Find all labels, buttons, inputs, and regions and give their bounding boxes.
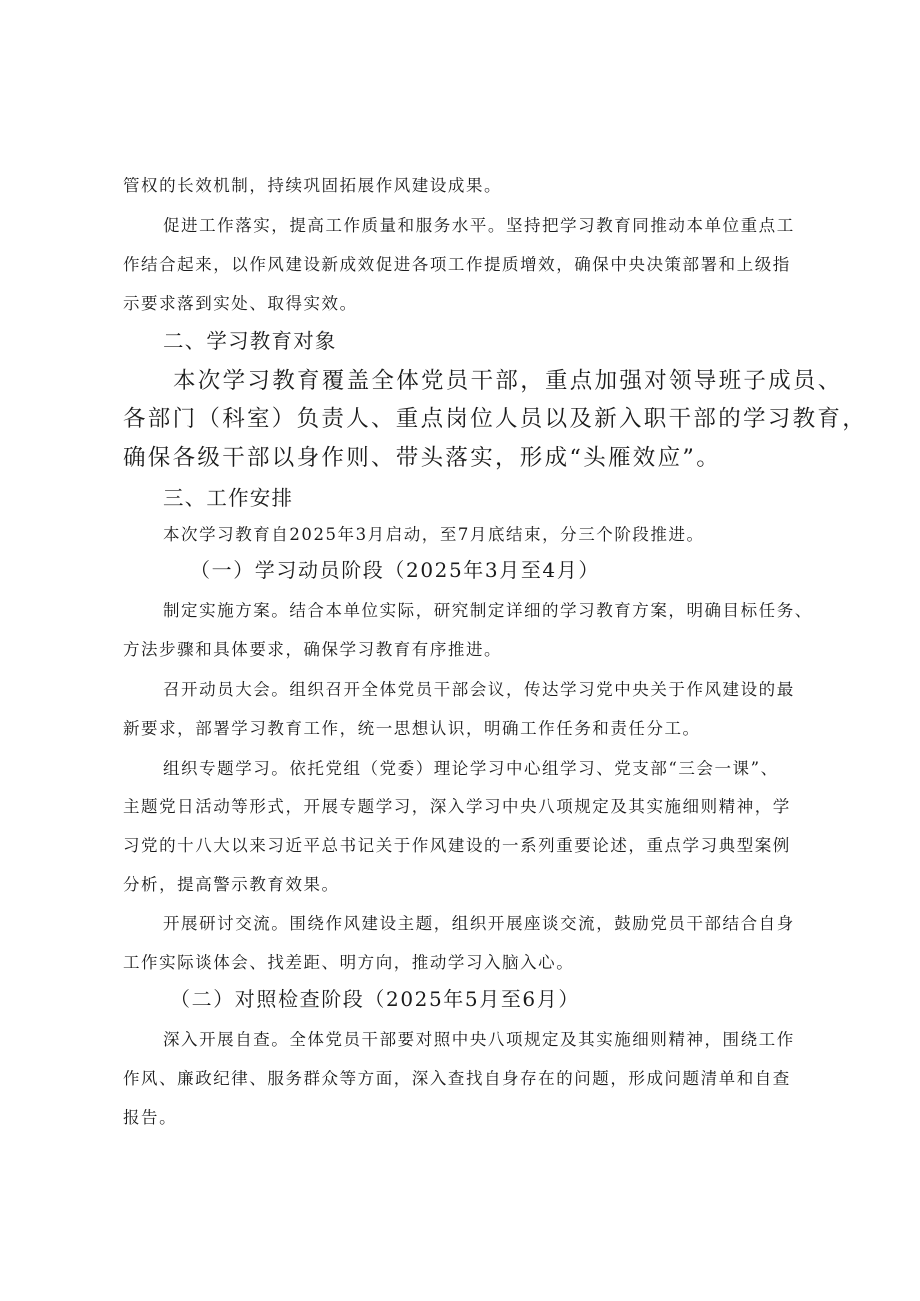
paragraph-line: 分析，提高警示教育效果。	[123, 875, 340, 894]
paragraph-line: 本次学习教育自2025年3月启动，至7月底结束，分三个阶段推进。	[163, 525, 705, 544]
paragraph-line: 各部门（科室）负责人、重点岗位人员以及新入职干部的学习教育，	[123, 406, 868, 432]
paragraph-line: 召开动员大会。组织召开全体党员干部会议，传达学习党中央关于作风建设的最	[163, 680, 795, 699]
paragraph-line: 主题党日活动等形式，开展专题学习，深入学习中央八项规定及其实施细则精神，学	[123, 797, 791, 816]
paragraph-line: 工作实际谈体会、找差距、明方向，推动学习入脑入心。	[123, 953, 575, 972]
paragraph-line: 新要求，部署学习教育工作，统一思想认识，明确工作任务和责任分工。	[123, 719, 701, 738]
paragraph-line: 作风、廉政纪律、服务群众等方面，深入查找自身存在的问题，形成问题清单和自查	[123, 1069, 791, 1088]
subsection-heading: （二）对照检查阶段（2025年5月至6月）	[170, 987, 580, 1011]
paragraph-line: 开展研讨交流。围绕作风建设主题，组织开展座谈交流，鼓励党员干部结合自身	[163, 914, 795, 933]
paragraph-line: 示要求落到实处、取得实效。	[123, 294, 358, 313]
subsection-heading: （一）学习动员阶段（2025年3月至4月）	[190, 558, 600, 582]
paragraph-line: 作结合起来，以作风建设新成效促进各项工作提质增效，确保中央决策部署和上级指	[123, 255, 791, 274]
paragraph-line: 报告。	[123, 1108, 178, 1127]
section-heading: 二、学习教育对象	[163, 329, 337, 353]
paragraph-line: 促进工作落实，提高工作质量和服务水平。坚持把学习教育同推动本单位重点工	[163, 216, 795, 235]
paragraph-line: 管权的长效机制，持续巩固拓展作风建设成果。	[123, 176, 503, 195]
paragraph-line: 方法步骤和具体要求，确保学习教育有序推进。	[123, 640, 503, 659]
paragraph-line: 深入开展自查。全体党员干部要对照中央八项规定及其实施细则精神，围绕工作	[163, 1030, 795, 1049]
paragraph-line: 习党的十八大以来习近平总书记关于作风建设的一系列重要论述，重点学习典型案例	[123, 836, 791, 855]
paragraph-line: 组织专题学习。依托党组（党委）理论学习中心组学习、党支部“三会一课”、	[163, 759, 779, 778]
paragraph-line: 制定实施方案。结合本单位实际，研究制定详细的学习教育方案，明确目标任务、	[163, 601, 813, 620]
paragraph-line: 确保各级干部以身作则、带头落实，形成“头雁效应”。	[123, 445, 722, 471]
paragraph-line: 本次学习教育覆盖全体党员干部，重点加强对领导班子成员、	[173, 368, 843, 394]
section-heading: 三、工作安排	[163, 486, 294, 510]
